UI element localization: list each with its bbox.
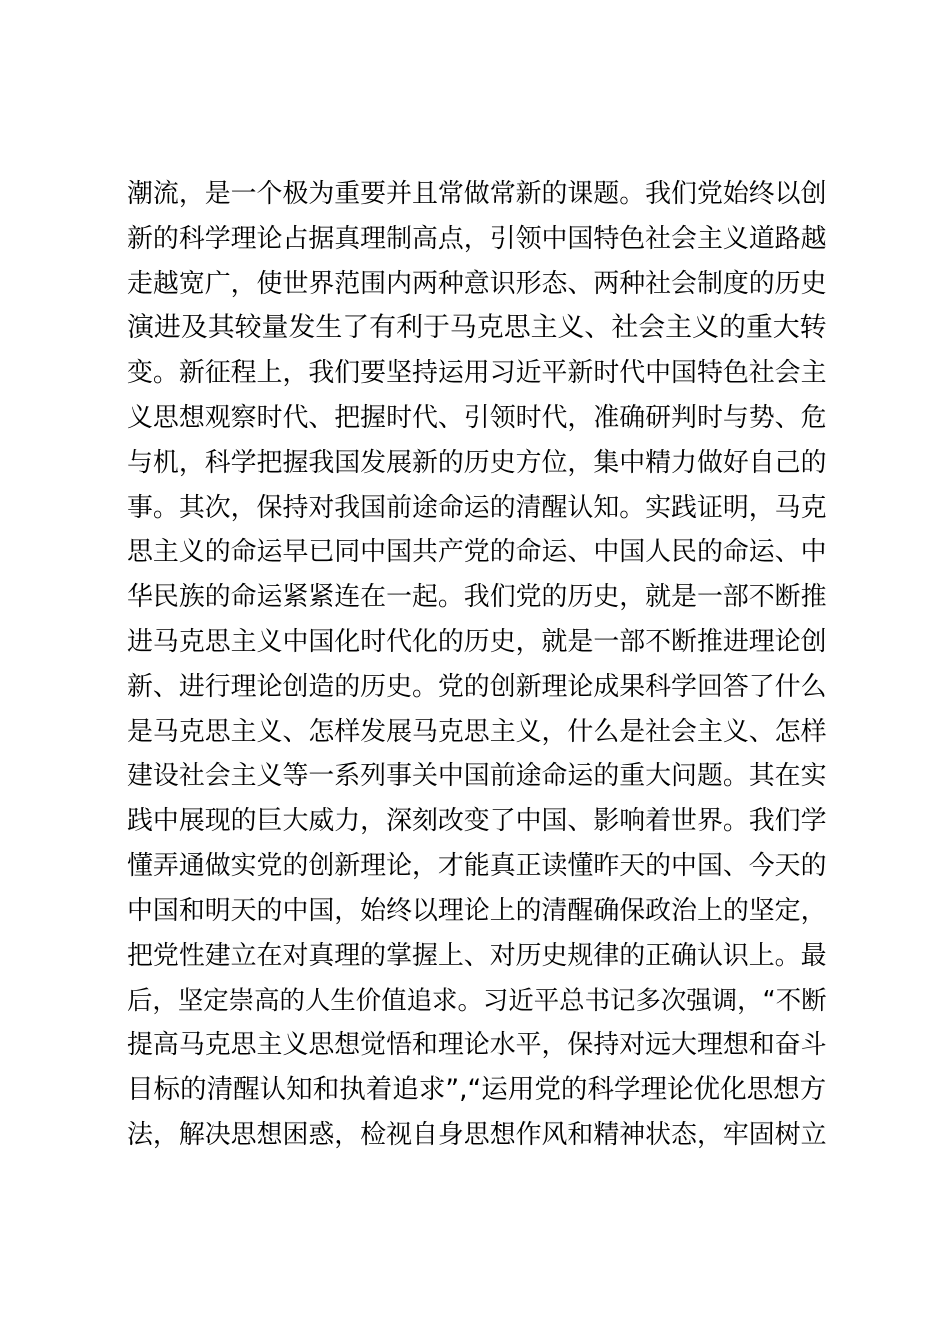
text-line: 事。其次，保持对我国前途命运的清醒认知。实践证明，马克 bbox=[127, 492, 827, 523]
body-paragraph bbox=[127, 172, 827, 1158]
text-line: 把党性建立在对真理的掌握上、对历史规律的正确认识上。最 bbox=[127, 940, 827, 971]
text-line: 新、进行理论创造的历史。党的创新理论成果科学回答了什么 bbox=[127, 671, 827, 702]
text-line: 后，坚定崇高的人生价值追求。习近平总书记多次强调，“不断 bbox=[127, 985, 827, 1016]
text-line: 建设社会主义等一系列事关中国前途命运的重大问题。其在实 bbox=[127, 761, 827, 792]
text-line: 法，解决思想困惑，检视自身思想作风和精神状态，牢固树立 bbox=[127, 1119, 827, 1150]
text-line: 演进及其较量发生了有利于马克思主义、社会主义的重大转 bbox=[127, 312, 827, 344]
text-line: 是马克思主义、怎样发展马克思主义，什么是社会主义、怎样 bbox=[127, 716, 827, 747]
text-line: 懂弄通做实党的创新理论，才能真正读懂昨天的中国、今天的 bbox=[127, 850, 827, 881]
text-line: 与机，科学把握我国发展新的历史方位，集中精力做好自己的 bbox=[127, 447, 827, 478]
text-line: 进马克思主义中国化时代化的历史，就是一部不断推进理论创 bbox=[127, 626, 827, 657]
text-line: 华民族的命运紧紧连在一起。我们党的历史，就是一部不断推 bbox=[127, 582, 827, 613]
text-line: 义思想观察时代、把握时代、引领时代，准确研判时与势、危 bbox=[127, 402, 827, 433]
text-line: 变。新征程上，我们要坚持运用习近平新时代中国特色社会主 bbox=[127, 358, 827, 389]
text-line: 践中展现的巨大威力，深刻改变了中国、影响着世界。我们学 bbox=[127, 806, 827, 837]
text-line: 新的科学理论占据真理制高点，引领中国特色社会主义道路越 bbox=[127, 223, 827, 254]
text-line: 潮流，是一个极为重要并且常做常新的课题。我们党始终以创 bbox=[127, 179, 827, 209]
text-line: 中国和明天的中国，始终以理论上的清醒确保政治上的坚定， bbox=[127, 895, 827, 926]
text-line: 提高马克思主义思想觉悟和理论水平，保持对远大理想和奋斗 bbox=[127, 1030, 827, 1061]
text-line: 思主义的命运早已同中国共产党的命运、中国人民的命运、中 bbox=[127, 537, 827, 568]
text-line: 目标的清醒认知和执着追求”,“运用党的科学理论优化思想方 bbox=[127, 1073, 827, 1105]
text-line: 走越宽广，使世界范围内两种意识形态、两种社会制度的历史 bbox=[127, 268, 827, 299]
